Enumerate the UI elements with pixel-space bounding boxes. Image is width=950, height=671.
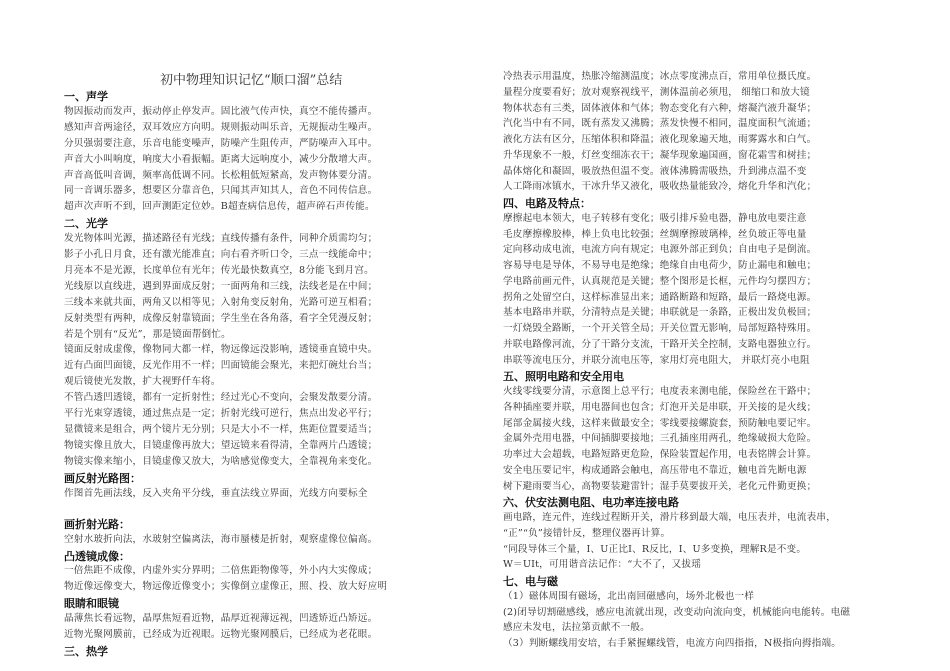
section-heading: 一、声学 bbox=[64, 90, 108, 103]
text-line: 晶体熔化和凝固，吸放热但温不变。液体沸腾需吸热，升到沸点温不变 bbox=[503, 165, 807, 177]
text-line: 火线零线要分清，示意图上总平行；电度表来测电能，保险丝在干路中； bbox=[503, 386, 817, 397]
text-line: 拐角之处留空白，这样标准显出来；通路断路和短路，最后一路烧电源。 bbox=[503, 291, 817, 303]
text-line: 并联电路像河流，分了干路分支流，干路开关全控制，支路电器独立行。 bbox=[503, 338, 817, 350]
text-line: 光线原以直线进，遇到界面成反射；一面两角和三线，法线老是在中间； bbox=[64, 280, 378, 292]
text-line: 容易导电是导体，不易导电是绝缘；绝缘自由电荷少，防止漏电和触电； bbox=[503, 260, 817, 271]
text-line: “同段导体三个量，I、U正比I、R反比，I、U多变换，理解R是不变。 bbox=[503, 543, 807, 555]
text-line: 分贝强弱要注意，乐音电能变噪声，防噪产生阻传声，严防噪声入耳中。 bbox=[64, 137, 378, 149]
text-line: 空射水玻折向法，水玻射空偏离法，海市蜃楼是折射，观察虚像位偏高。 bbox=[64, 533, 378, 545]
text-line: 各种插座要并联，用电器间也包含；灯泡开关是串联，开关接的是火线； bbox=[503, 401, 817, 413]
text-line: 人工降雨冰镇水，干冰升华又液化，吸收热量能致冷，熔化升华和汽化； bbox=[503, 181, 817, 193]
section-heading: 画折射光路： bbox=[64, 517, 130, 531]
page-title: 初中物理知识记忆“顺口溜”总结 bbox=[160, 73, 343, 88]
text-line: 串联等流电压分，并联分流电压等，家用灯亮电阻大， 并联灯亮小电阻 bbox=[503, 354, 810, 366]
section-heading: 四、电路及特点： bbox=[503, 197, 591, 210]
section-heading: 七、电与磁 bbox=[503, 575, 558, 588]
text-line: 汽化当中有不同，既有蒸发又沸腾；蒸发快慢不相同，温度面积气流通； bbox=[503, 118, 817, 130]
text-line: 同一音调乐器多，想要区分靠音色，只闻其声知其人，音色不同传信息。 bbox=[64, 185, 378, 197]
text-line: 显微镜来是组合，两个镜片无分别；只是大小不一样，焦距位置要适当； bbox=[64, 423, 378, 435]
text-line: 物镜实像来缩小，目镜虚像又放大，为啥感觉像变大，全靠视角来变化。 bbox=[64, 455, 378, 467]
text-line: 近有凸面凹面镜，反光作用不一样；凹面镜能会聚光，来把灯碗灶台当； bbox=[64, 360, 378, 372]
text-line: 定向移动成电流，电流方向有规定；电源外部正到负；自由电子是倒流。 bbox=[503, 244, 817, 256]
text-line: 声音大小叫响度，响度大小看振幅。距离大远响度小，减少分散增大声。 bbox=[64, 153, 378, 165]
text-line: 摩擦起电本领大，电子转移有变化；吸引排斥验电器，静电放电要注意 bbox=[503, 212, 807, 224]
text-line: 近物光聚网膜前，已经成为近视眼。远物光聚网膜后，已经成为老花眼。 bbox=[64, 629, 378, 640]
text-line: 平行光束穿透镜，通过焦点是一定；折射光线可逆行，焦点出发必平行； bbox=[64, 408, 378, 419]
text-line: 一倍焦距不成像，内虚外实分界明；二倍焦距物像等，外小内大实像成； bbox=[64, 565, 378, 577]
text-line: 作图首先画法线，反入夹角平分线，垂直法线立界面，光线方向要标全 bbox=[64, 487, 368, 499]
text-line: 超声次声听不到，回声测距定位妙。B超查病信息传，超声碎石声传能。 bbox=[64, 201, 375, 213]
text-line: 金属外壳用电器，中间插脚要接地；三孔插座用两孔，绝缘破损大危险。 bbox=[503, 433, 817, 445]
text-line: 冷热表示用温度，热胀冷缩测温度；冰点零度沸点百，常用单位摄氏度。 bbox=[503, 71, 817, 82]
text-line: W＝UIt，可用谐音法记作：“大不了，又拔瑶 bbox=[503, 559, 701, 571]
text-line: 物因振动而发声，振动停止停发声。固比液气传声快，真空不能传播声。 bbox=[64, 105, 378, 117]
text-line: 镜面反射成虚像，像物同大都一样，物远像远没影响，透镜垂直镜中央。 bbox=[64, 344, 378, 356]
section-heading: 凸透镜成像： bbox=[64, 549, 130, 563]
text-line: 发光物体叫光源，描述路径有光线；直线传播有条件，同种介质需均匀； bbox=[64, 233, 378, 245]
text-line: 学电路前画元件，认真规范是关键；整个图形是长框，元件均匀摆四方； bbox=[503, 275, 817, 287]
text-line: 尾部金属接火线，这样来做最安全；零线要接螺旋套，预防触电要记牢。 bbox=[503, 417, 817, 429]
text-line: “正”“负”接错针反，整理仪器再计算。 bbox=[503, 527, 671, 539]
text-line: 感知声音两途径，双耳效应方向明。规则振动叫乐音，无规振动生噪声。 bbox=[64, 121, 378, 133]
text-line: （3）判断螺线用安培，右手紧握螺线管，电流方向四指指，N极指向拇指端。 bbox=[503, 638, 842, 649]
text-line: 毛皮摩擦橡胶棒，棒上负电比较强；丝绸摩擦玻璃棒，丝负玻正等电量 bbox=[503, 228, 807, 240]
text-line: 感应未发电，法拉第贡献不一般。 bbox=[503, 622, 650, 634]
text-line: 物体状态有三类，固体液体和气体；物态变化有六种，熔凝汽液升凝华； bbox=[503, 102, 817, 114]
text-line: 若是个别有“反光”，那是镜面帮倒忙。 bbox=[64, 328, 231, 340]
text-line: 画电路，连元件，连线过程断开关，滑片移到最大端，电压表并，电流表串， bbox=[503, 512, 836, 523]
text-line: 液化方法有区分，压缩体积和降温；液化现象遍天地，雨雾露水和白气。 bbox=[503, 134, 817, 145]
text-line: 物镜实像且放大，目镜虚像再放大；望远镜来看得清，全靠两片凸透镜； bbox=[64, 439, 378, 451]
text-line: 量程分度要看好；放对观察视线平，测体温前必须甩， 细缩口和放大镜 bbox=[503, 86, 810, 98]
text-line: 不管凸透凹透镜，都有一定折射性；经过光心不变向，会聚发散要分清。 bbox=[64, 392, 378, 404]
text-line: 一灯烧毁全路断，一个开关管全局；开关位置无影响，局部短路特殊用。 bbox=[503, 323, 817, 334]
section-heading: 眼睛和眼镜 bbox=[64, 597, 119, 611]
text-line: 月亮本不是光源，长度单位有光年；传光最快数真空，8分能飞到月宫。 bbox=[64, 264, 374, 276]
section-heading: 三、热学 bbox=[64, 644, 108, 658]
text-line: 三线本来就共面，两角又以相等见；入射角变反射角，光路可逆互相看； bbox=[64, 296, 378, 308]
text-line: （1）磁体周围有磁场，北出南回磁感向，场外北极也一样 bbox=[503, 590, 755, 602]
text-line: 树下避雨要当心，高物要装避雷针；湿手莫要拔开关，老化元件勤更换； bbox=[503, 480, 817, 492]
section-heading: 六、伏安法测电阻、电功率连接电路 bbox=[503, 496, 679, 510]
text-line: (2)闭导切割磁感线，感应电流就出现，改变动向流向变，机械能向电能转。电磁 bbox=[503, 606, 851, 618]
text-line: 安全电压要记牢，构成通路会触电，高压带电不靠近，触电首先断电源 bbox=[503, 464, 807, 476]
text-line: 物近像远像变大，物远像近像变小；实像倒立虚像正，照、投、放大好应明 bbox=[64, 581, 388, 593]
text-line: 影子小孔日月食，还有激光能准直；向右看齐听口令，三点一线能命中； bbox=[64, 249, 378, 260]
text-line: 基本电路串并联，分清特点是关键；串联就是一条路，正极出发负极回； bbox=[503, 307, 817, 319]
text-line: 反射类型有两种，成像反射靠镜面；学生坐在各角落，看字全凭漫反射； bbox=[64, 312, 378, 324]
text-line: 功率过大会超载，电路短路更危险，保险装置起作用，电表铭牌会计算。 bbox=[503, 449, 817, 460]
section-heading: 二、光学 bbox=[64, 217, 108, 231]
text-line: 升华现象不一般，灯丝变细冻衣干；凝华现象遍国画，窗花霜雪和树挂； bbox=[503, 149, 817, 161]
section-heading: 五、照明电路和安全用电 bbox=[503, 370, 624, 384]
text-line: 晶薄焦长看远物，晶厚焦短看近物，晶厚近视薄远视，凹透矫近凸矫远。 bbox=[64, 613, 378, 625]
text-line: 观后镜使光发散，扩大视野仟车将。 bbox=[64, 376, 221, 388]
text-line: 声音高低叫音调，频率高低调不同。长松粗低短紧高，发声物体要分清。 bbox=[64, 169, 378, 181]
section-heading: 画反射光路图： bbox=[64, 471, 141, 485]
